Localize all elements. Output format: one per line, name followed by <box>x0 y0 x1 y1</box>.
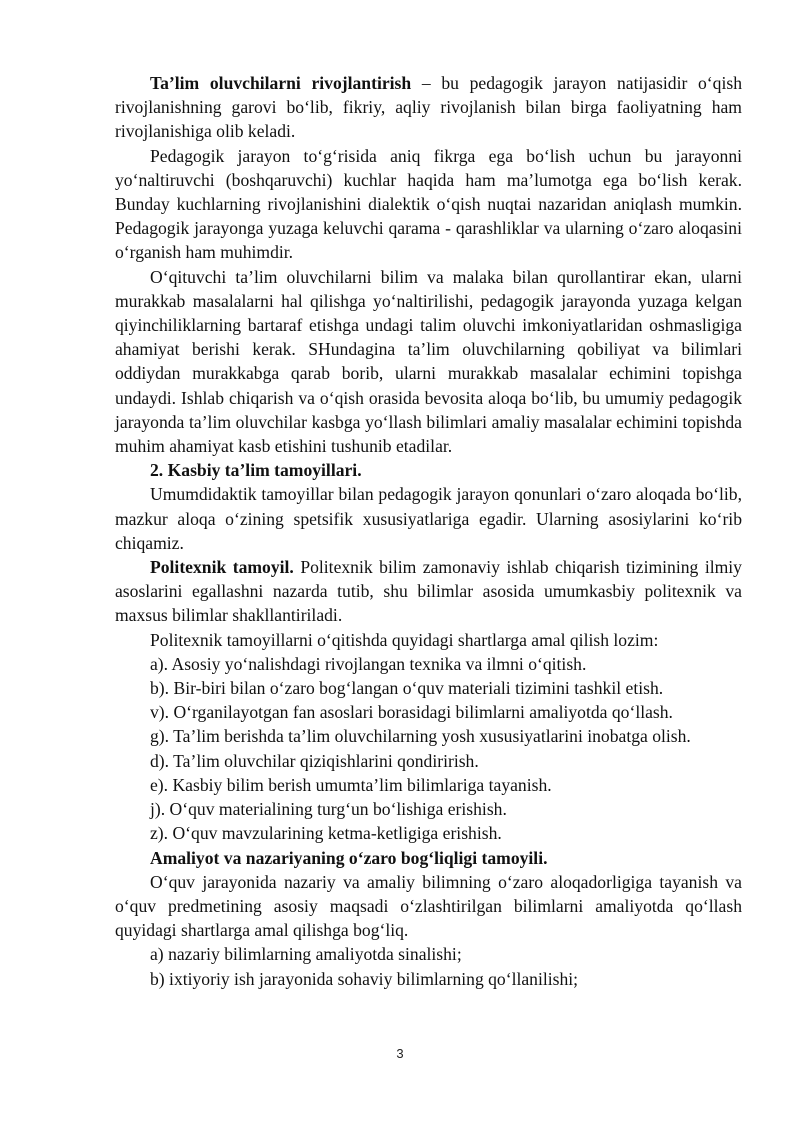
paragraph-text: – bu pedagogik jarayon natijasidir o‘qish rivojlanishning garovi bo‘lib, fikriy, aqliy rivojlanish bilan birga faoliyatning ham rivojlanishiga olib keladi. <box>115 73 742 142</box>
list-item: g). Ta’lim berishda ta’lim oluvchilarning yosh xususiyatlarini inobatga olish. <box>150 726 691 747</box>
list-item: b). Bir-biri bilan o‘zaro bog‘langan o‘quv materiali tizimini tashkil etish. <box>150 678 664 699</box>
paragraph-umumdidaktik: Umumdidaktik tamoyillar bilan pedagogik jarayon qonunlari o‘zaro aloqada bo‘lib, mazkur aloqa o‘zining spetsifik xususiyatlariga egadir. Ularning asosiylarini ko‘rib chiqamiz. <box>115 484 742 553</box>
list-item: j). O‘quv materialining turg‘un bo‘lishiga erishish. <box>150 799 507 820</box>
list-item: a) nazariy bilimlarning amaliyotda sinalishi; <box>150 944 462 965</box>
page-body <box>115 71 742 991</box>
paragraph-politexnik <box>115 555 742 628</box>
paragraph-text: Politexnik bilim zamonaviy ishlab chiqarish tizimining ilmiy asoslarini egallashni nazarda tutib, shu bilimlar asosida umumkasbiy politexnik va maxsus bilimlar shakllantiriladi. <box>115 557 742 626</box>
list-item: b) ixtiyoriy ish jarayonida sohaviy bilimlarning qo‘llanilishi; <box>150 968 579 989</box>
list-item: d). Ta’lim oluvchilar qiziqishlarini qondirirish. <box>150 750 479 771</box>
section-heading-kasbiy: 2. Kasbiy ta’lim tamoyillari. <box>150 460 362 481</box>
list-item: a). Asosiy yo‘nalishdagi rivojlangan texnika va ilmni o‘qitish. <box>150 653 587 674</box>
paragraph-oquv-jarayoni: O‘quv jarayonida nazariy va amaliy bilimning o‘zaro aloqadorligiga tayanish va o‘quv predmetining asosiy maqsadi o‘zlashtirilgan bilimlarni amaliyotda qo‘llash quyidagi shartlarga amal qilishga bog‘liq. <box>115 871 742 941</box>
page-number: 3 <box>396 1046 404 1061</box>
paragraph-shartlar: Politexnik tamoyillarni o‘qitishda quyidagi shartlarga amal qilish lozim: <box>150 629 659 650</box>
paragraph-intro <box>115 71 742 144</box>
paragraph-pedagogik-jarayon: Pedagogik jarayon to‘g‘risida aniq fikrga ega bo‘lish uchun bu jarayonni yo‘naltiruvchi (boshqaruvchi) kuchlar haqida ham ma’lumotga ega bo‘lish kerak. Bunday kuchlarning rivojlanishini dialektik o‘qish nuqtai nazaridan aniqlash mumkin. Pedagogik jarayonga yuzaga keluvchi qarama - qarashliklar va ularning o‘zaro aloqasini o‘rganish ham muhimdir. <box>115 145 742 263</box>
section-heading-amaliyot: Amaliyot va nazariyaning o‘zaro bog‘liqligi tamoyili. <box>150 847 548 868</box>
term-bold: Politexnik tamoyil. <box>150 557 294 578</box>
list-item: e). Kasbiy bilim berish umumta’lim bilimlariga tayanish. <box>150 774 552 795</box>
paragraph-oqituvchi: O‘qituvchi ta’lim oluvchilarni bilim va malaka bilan qurollantirar ekan, ularni murakkab masalalarni hal qilishga yo‘naltirilishi, pedagogik jarayonda yuzaga kelgan qiyinchiliklarning bartaraf etishga undagi talim oluvchi imkoniyatlaridan oshmasligiga ahamiyat berishi kerak. SHundagina ta’lim oluvchilarning qobiliyat va bilimlari oddiydan murakkabga qarab borib, ularni murakkab masalalar echimini topishga undaydi. Ishlab chiqarish va o‘qish orasida bevosita aloqa bo‘lib, bu umumiy pedagogik jarayonda ta’lim oluvchilar kasbga yo‘llash bilimlari amaliy masalalar echimini topishda muhim ahamiyat kasb etishini tushunib etadilar. <box>115 266 742 457</box>
term-bold: Ta’lim oluvchilarni rivojlantirish <box>150 73 412 93</box>
list-item: v). O‘rganilayotgan fan asoslari borasidagi bilimlarni amaliyotda qo‘llash. <box>150 702 673 723</box>
list-item: z). O‘quv mavzularining ketma-ketligiga erishish. <box>150 823 502 844</box>
